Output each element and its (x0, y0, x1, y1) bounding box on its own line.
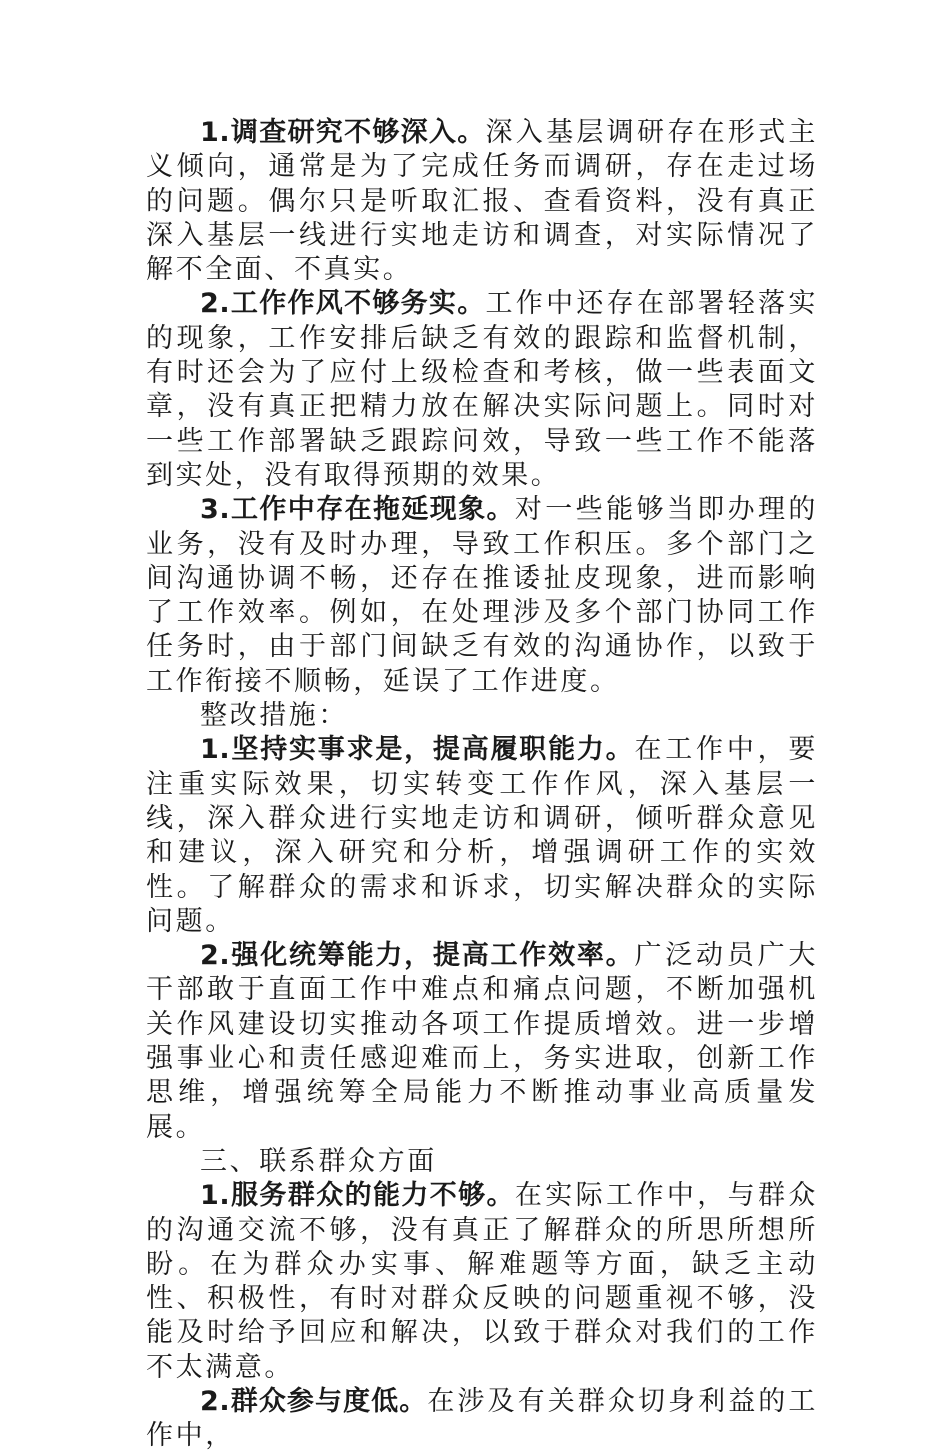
paragraph-measure-1 (146, 733, 818, 939)
paragraph-delay (146, 493, 818, 699)
paragraph-text: 三、联系群众方面 (200, 1145, 437, 1177)
paragraph-text: 广泛动员广大干部敢于直面工作中难点和痛点问题，不断加强机关作风建设切实推动各项工作提质增效。进一步增强事业心和责任感迎难而上，务实进取，创新工作思维，增强统筹全局能力不断推动事业高质量发展。 (146, 940, 818, 1143)
paragraph-measure-2 (146, 939, 818, 1145)
paragraph-heading: 1.服务群众的能力不够。 (200, 1180, 515, 1212)
paragraph-text: 整改措施： (200, 700, 348, 732)
paragraph-measures-title (146, 699, 818, 733)
paragraph-heading: 1.坚持实事求是，提高履职能力。 (200, 734, 635, 766)
paragraph-service-ability (146, 1179, 818, 1385)
paragraph-text: 深入基层调研存在形式主义倾向，通常是为了完成任务而调研，存在走过场的问题。偶尔只是听取汇报、查看资料，没有真正深入基层一线进行实地走访和调查，对实际情况了解不全面、不真实。 (146, 117, 818, 286)
paragraph-survey-research (146, 116, 818, 287)
paragraph-text: 在涉及有关群众切身利益的工作中， (146, 1385, 818, 1452)
paragraph-heading: 2.群众参与度低。 (200, 1385, 428, 1417)
paragraph-participation (146, 1385, 818, 1454)
paragraph-text: 在工作中，要注重实际效果，切实转变工作作风，深入基层一线，深入群众进行实地走访和调研，倾听群众意见和建议，深入研究和分析，增强调研工作的实效性。了解群众的需求和诉求，切实解决群众的实际问题。 (146, 734, 818, 937)
paragraph-heading: 3.工作中存在拖延现象。 (200, 494, 515, 526)
paragraph-heading: 2.强化统筹能力，提高工作效率。 (200, 940, 635, 972)
paragraph-text: 在实际工作中，与群众的沟通交流不够，没有真正了解群众的所思所想所盼。在为群众办实事、解难题等方面，缺乏主动性、积极性，有时对群众反映的问题重视不够，没能及时给予回应和解决，以致于群众对我们的工作不太满意。 (146, 1180, 818, 1383)
paragraph-text: 对一些能够当即办理的业务，没有及时办理，导致工作积压。多个部门之间沟通协调不畅，还存在推诿扯皮现象，进而影响了工作效率。例如，在处理涉及多个部门协同工作任务时，由于部门间缺乏有效的沟通协作，以致于工作衔接不顺畅，延误了工作进度。 (146, 494, 818, 697)
paragraph-text: 工作中还存在部署轻落实的现象，工作安排后缺乏有效的跟踪和监督机制，有时还会为了应付上级检查和考核，做一些表面文章，没有真正把精力放在解决实际问题上。同时对一些工作部署缺乏跟踪问效，导致一些工作不能落到实处，没有取得预期的效果。 (146, 288, 818, 491)
paragraph-heading: 2.工作作风不够务实。 (200, 288, 486, 320)
document-page (146, 116, 818, 1454)
paragraph-heading: 1.调查研究不够深入。 (200, 117, 486, 148)
paragraph-work-style (146, 287, 818, 493)
section-heading-masses (146, 1145, 818, 1179)
